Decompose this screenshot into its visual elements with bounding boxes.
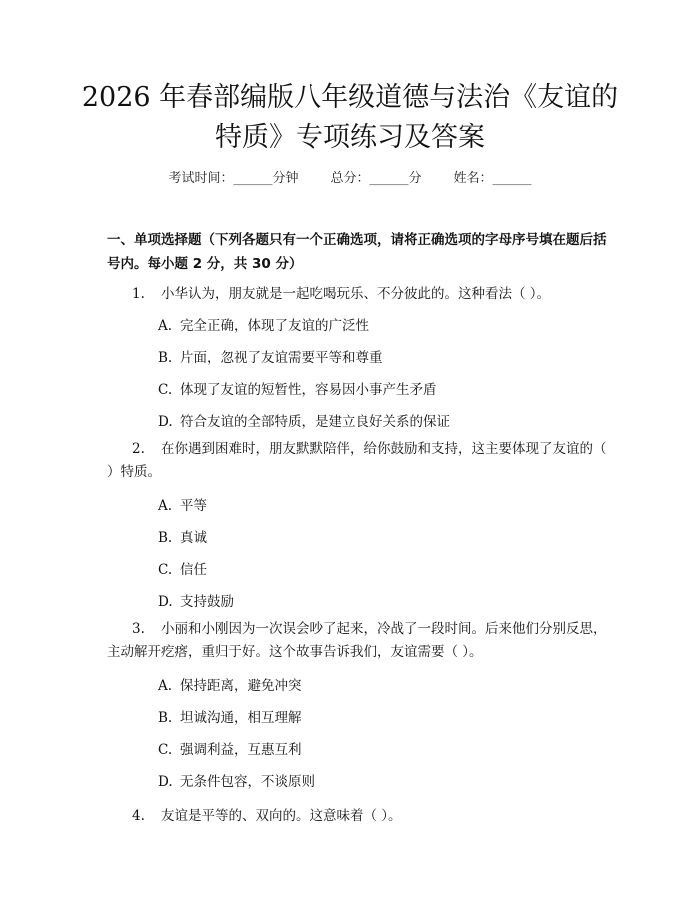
option-text: 符合友谊的全部特质，是建立良好关系的保证 <box>180 414 450 430</box>
option-text: 坦诚沟通，相互理解 <box>180 710 302 726</box>
question-3 <box>107 618 607 664</box>
option-text: 信任 <box>180 562 207 578</box>
section-heading: 一、单项选择题（下列各题只有一个正确选项，请将正确选项的字母序号填在题后括号内。每小题 2 分，共 30 分） <box>107 232 607 272</box>
option-text: 保持距离，避免冲突 <box>180 678 302 694</box>
option-text: 强调利益，互惠互利 <box>180 742 302 758</box>
option-letter: B. <box>158 530 173 546</box>
question-4 <box>132 804 402 824</box>
option-letter: D. <box>158 594 173 610</box>
option-letter: A. <box>158 678 173 694</box>
name-label: 姓名：______ <box>453 171 532 186</box>
option-3a <box>158 674 302 694</box>
option-letter: C. <box>158 742 173 758</box>
option-1d <box>158 410 450 430</box>
option-text: 平等 <box>180 498 207 514</box>
document-title <box>60 78 640 158</box>
exam-info <box>0 167 700 186</box>
option-3d <box>158 770 315 790</box>
option-letter: D. <box>158 414 173 430</box>
title-line-1: 2026 年春部编版八年级道德与法治《友谊的 <box>81 82 619 113</box>
question-text: 友谊是平等的、双向的。这意味着（ ）。 <box>161 808 402 824</box>
option-1a <box>158 314 369 334</box>
option-text: 片面，忽视了友谊需要平等和尊重 <box>180 350 383 366</box>
option-2b <box>158 526 207 546</box>
option-2a <box>158 494 207 514</box>
option-letter: C. <box>158 382 173 398</box>
option-letter: A. <box>158 318 173 334</box>
option-letter: B. <box>158 350 173 366</box>
question-number: 3. <box>132 621 145 637</box>
title-line-2: 特质》专项练习及答案 <box>215 122 485 153</box>
option-letter: A. <box>158 498 173 514</box>
option-text: 真诚 <box>180 530 207 546</box>
option-3c <box>158 738 302 758</box>
question-1 <box>132 282 550 302</box>
option-text: 体现了友谊的短暂性，容易因小事产生矛盾 <box>180 382 437 398</box>
option-text: 完全正确，体现了友谊的广泛性 <box>180 318 369 334</box>
total-score-label: 总分：______分 <box>330 171 422 186</box>
option-text: 无条件包容，不谈原则 <box>180 774 315 790</box>
question-text: 小丽和小刚因为一次误会吵了起来，冷战了一段时间。后来他们分别反思，主动解开疙瘩，重归于好。这个故事告诉我们，友谊需要（ ）。 <box>107 621 607 660</box>
option-letter: C. <box>158 562 173 578</box>
question-text: 小华认为，朋友就是一起吃喝玩乐、不分彼此的。这种看法（ ）。 <box>161 286 551 302</box>
exam-time-label: 考试时间：______分钟 <box>168 171 299 186</box>
question-2 <box>107 438 607 484</box>
question-number: 2. <box>132 441 145 457</box>
option-1b <box>158 346 383 366</box>
option-letter: D. <box>158 774 173 790</box>
option-2d <box>158 590 234 610</box>
option-2c <box>158 558 207 578</box>
question-text: 在你遇到困难时，朋友默默陪伴，给你鼓励和支持，这主要体现了友谊的（ ）特质。 <box>107 441 607 480</box>
option-3b <box>158 706 302 726</box>
question-number: 1. <box>132 286 145 302</box>
option-text: 支持鼓励 <box>180 594 234 610</box>
question-number: 4. <box>132 808 145 824</box>
option-1c <box>158 378 437 398</box>
option-letter: B. <box>158 710 173 726</box>
